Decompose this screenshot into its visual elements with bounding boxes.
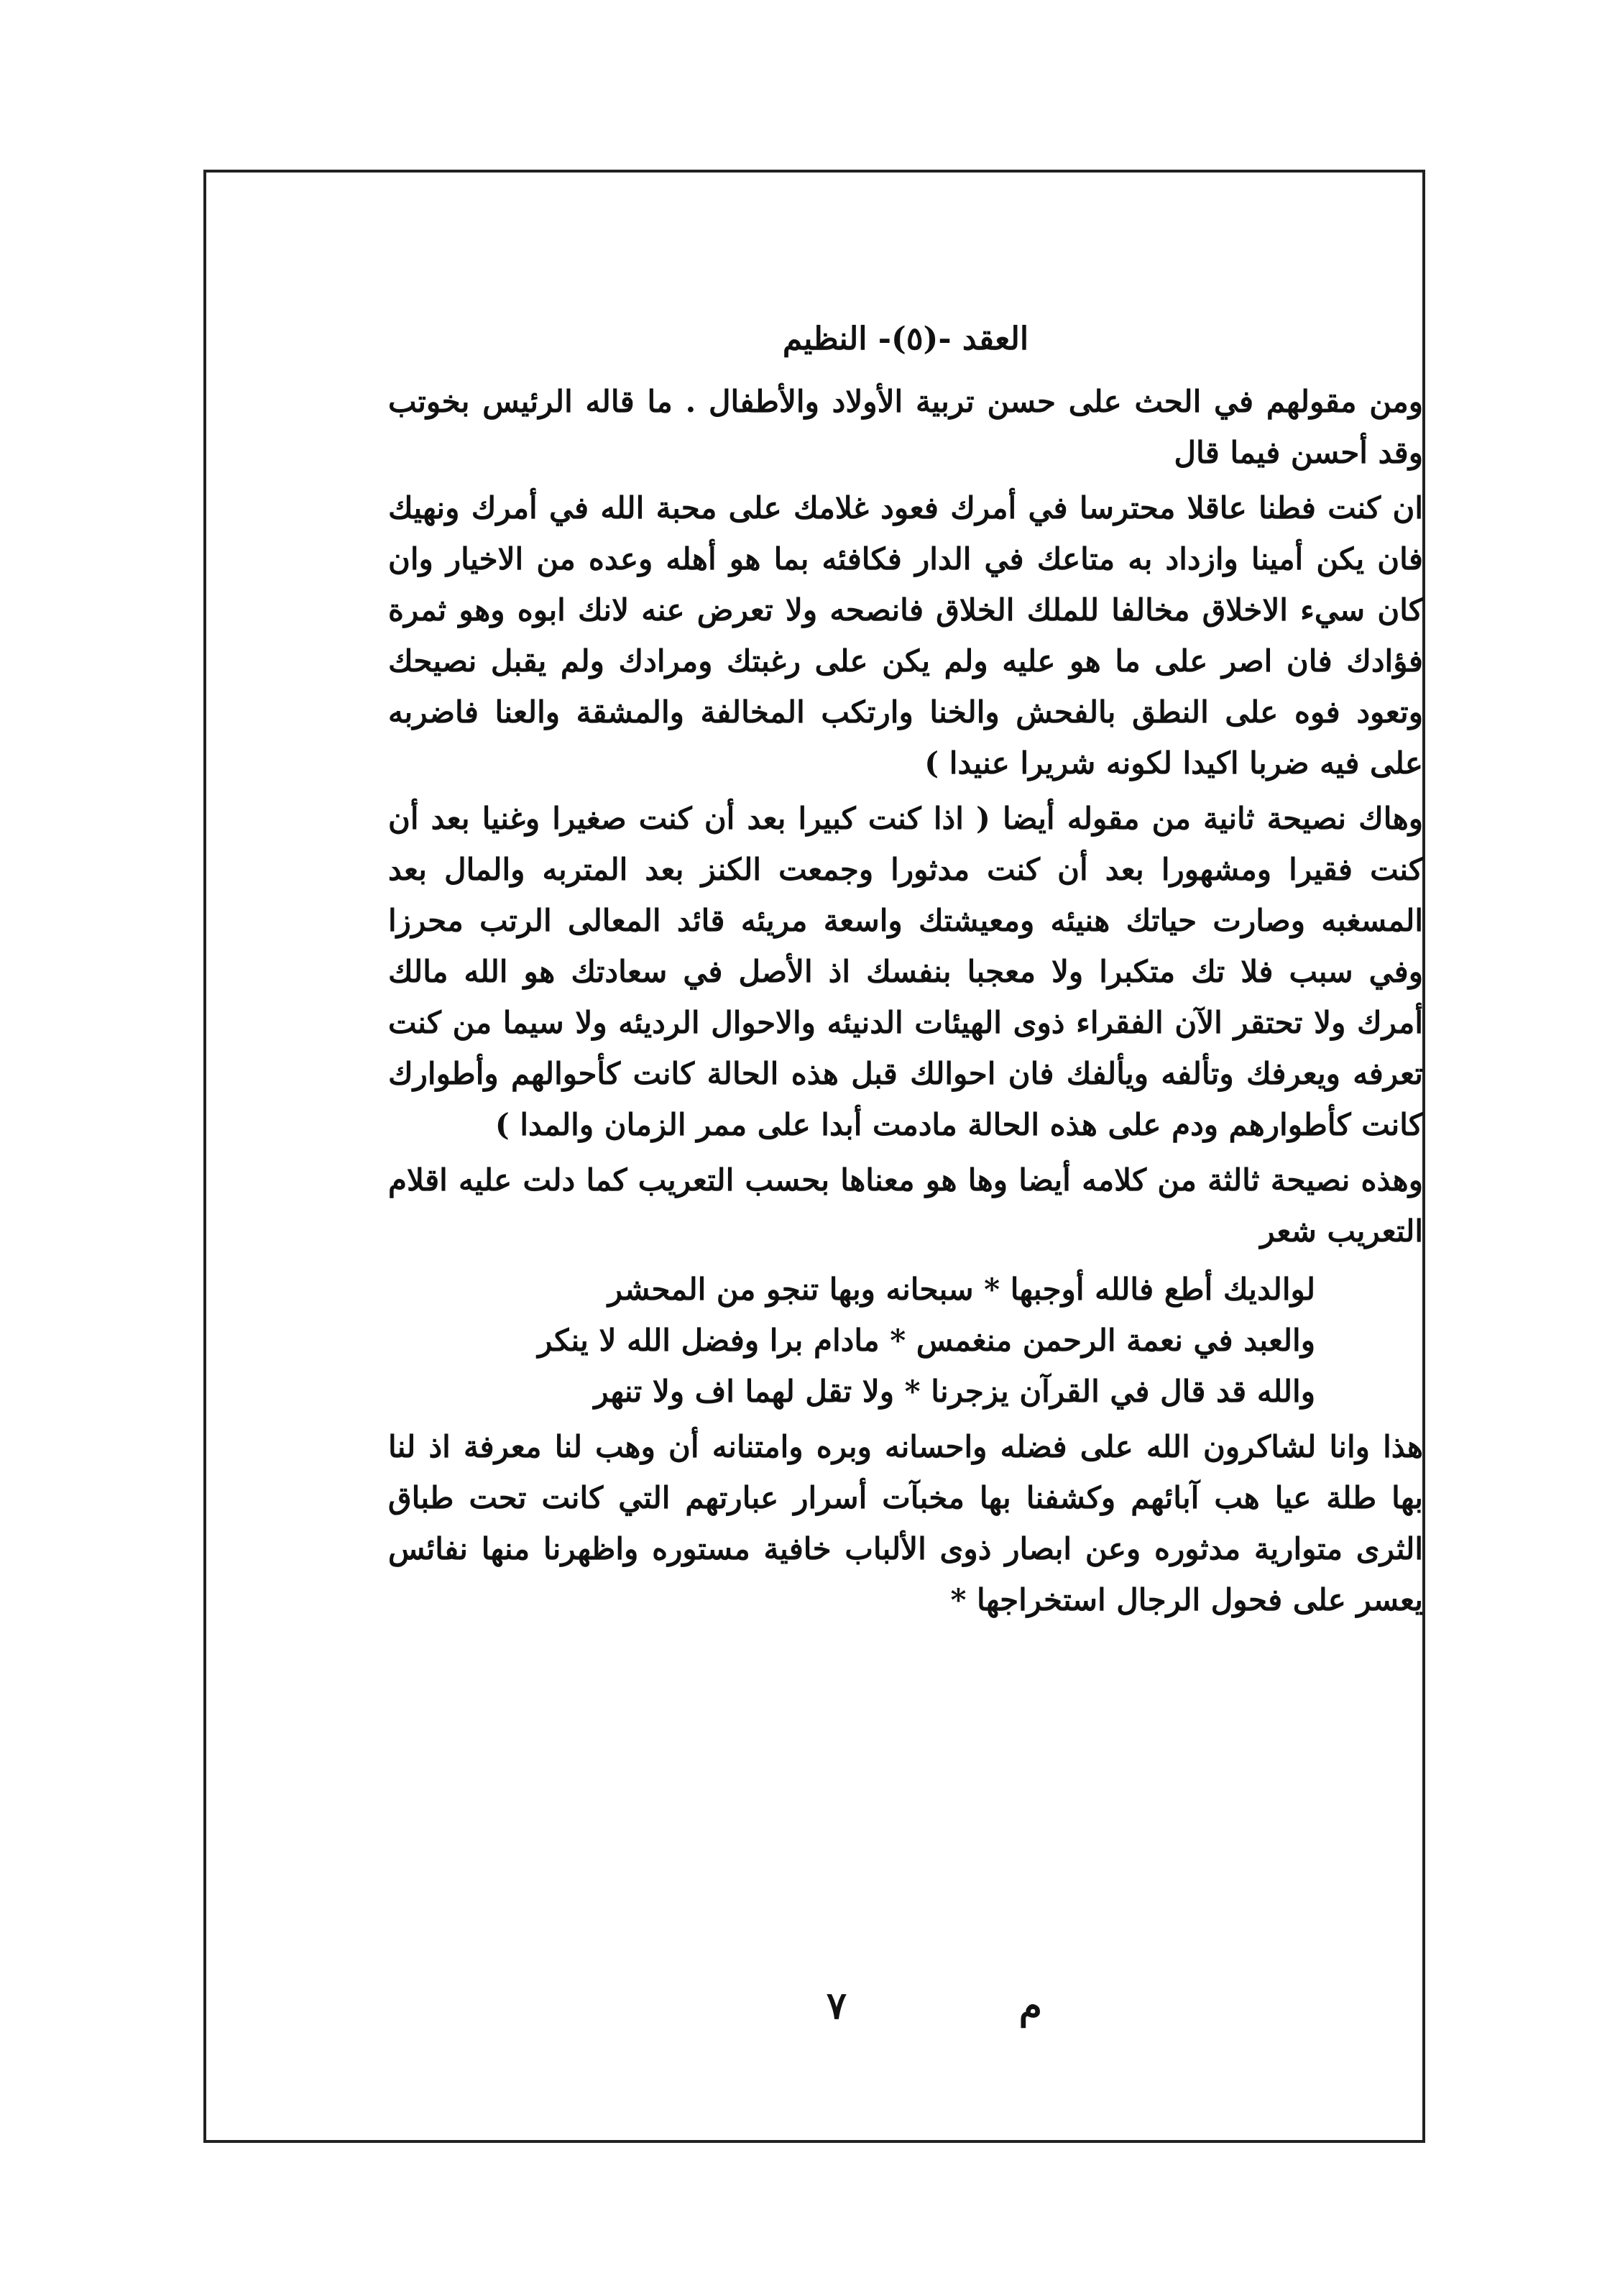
page-number: ٧ <box>827 1984 847 2028</box>
poem-verse: لوالديك أطع فالله أوجبها * سبحانه وبها تنجو من المحشر <box>607 1272 1315 1307</box>
page-heading: العقد -(٥)- النظيم <box>782 321 1029 357</box>
poem-verse: والعبد في نعمة الرحمن منغمس * مادام برا وفضل الله لا ينكر <box>538 1323 1315 1358</box>
intro-paragraph: ومن مقولهم في الحث على حسن تربية الأولاد والأطفال . ما قاله الرئيس بخوتب وقد أحسن فيما قال <box>388 384 1423 470</box>
poem-block <box>388 1264 1423 1417</box>
closing-paragraph: هذا وانا لشاكرون الله على فضله واحسانه وبره وامتنانه أن وهب لنا معرفة اذ لنا بها طلة عيا هب آبائهم وكشفنا بها مخبآت أسرار عبارتهم التي كانت تحت طباق الثرى متوارية مدثوره وعن ابصار ذوى الألباب خافية مستوره واظهرنا منها نفائس يعسر على فحول الرجال استخراجها * <box>388 1429 1423 1617</box>
folio-signature-mark: م <box>1018 1984 1042 2028</box>
third-advice-intro: وهذه نصيحة ثالثة من كلامه أيضا وها هو معناها بحسب التعريب كما دلت عليه اقلام التعريب شعر <box>388 1162 1423 1249</box>
first-advice-paragraph: ان كنت فطنا عاقلا محترسا في أمرك فعود غلامك على محبة الله في أمرك ونهيك فان يكن أمينا وازداد به متاعك في الدار فكافئه بما هو أهله وعده من الاخيار وان كان سيء الاخلاق مخالفا للملك الخلاق فانصحه ولا تعرض عنه لانك ابوه وهو ثمرة فؤادك فان اصر على ما هو عليه ولم يكن على رغبتك ومرادك ولم يقبل نصيحك وتعود فوه على النطق بالفحش والخنا وارتكب المخالفة والمشقة والعنا فاضربه على فيه ضربا اكيدا لكونه شريرا عنيدا ) <box>388 490 1423 781</box>
second-advice-paragraph: وهاك نصيحة ثانية من مقوله أيضا ( اذا كنت كبيرا بعد أن كنت صغيرا وغنيا بعد أن كنت فقيرا ومشهورا بعد أن كنت مدثورا وجمعت الكنز بعد المتربه والمال بعد المسغبه وصارت حياتك هنيئه ومعيشتك واسعة مريئه قائد المعالى الرتب محرزا وفي سبب فلا تك متكبرا ولا معجبا بنفسك اذ الأصل في سعادتك هو الله مالك أمرك ولا تحتقر الآن الفقراء ذوى الهيئات الدنيئه والاحوال الرديئه ولا سيما من كنت تعرفه ويعرفك وتألفه ويألفك فان احوالك قبل هذه الحالة كانت كأحوالهم وأطوارك كانت كأطوارهم ودم على هذه الحالة مادمت أبدا على ممر الزمان والمدا ) <box>388 801 1423 1142</box>
poem-verse: والله قد قال في القرآن يزجرنا * ولا تقل لهما اف ولا تنهر <box>594 1374 1315 1409</box>
folio-marks <box>827 1984 1042 2028</box>
manuscript-body <box>388 313 1423 1916</box>
